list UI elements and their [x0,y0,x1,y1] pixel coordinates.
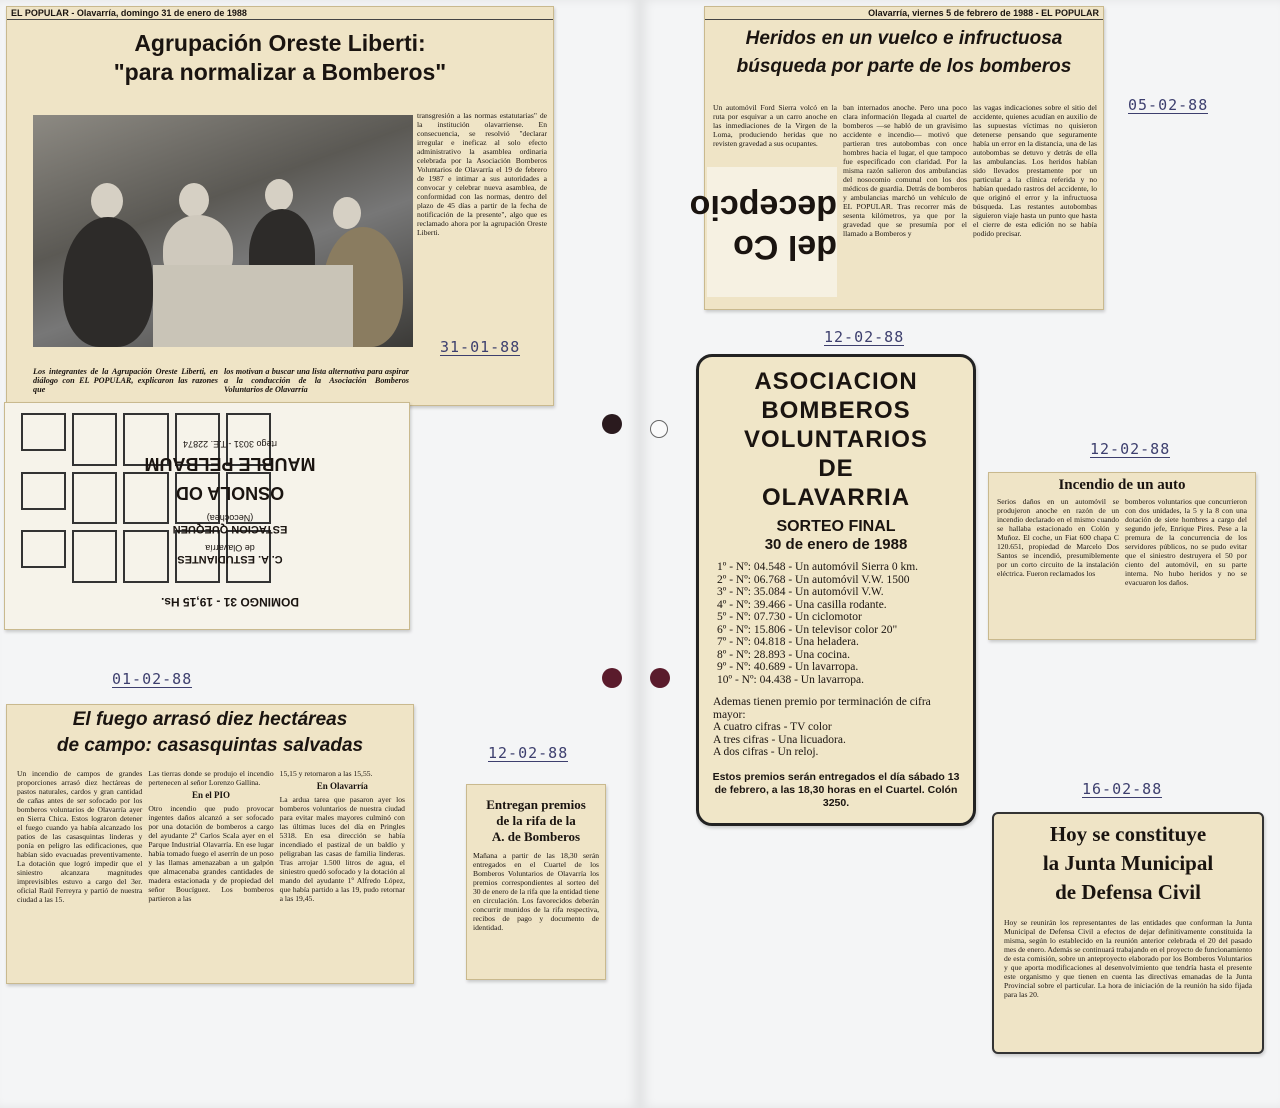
article-col-1: Un incendio de campos de grandes proporciones arrasó diez hectáreas de pastos naturales, cardos y gran cantidad de cañas antes de ser sofocado por los bomberos voluntarios de Olavarría ayer en Sierra Chica. Estos lograron detener el fuego cuando ya había alcanzado los patios de las casasquintas linderas y ponía en peligro las edificaciones, que habían sido evacuadas preventivamente. La dotación que logró impedir que el siniestro alcanzara magnitudes imprevisibles estuvo a cargo del 3er. oficial Raúl Ferreyra y partió de nuestra ciudad a las 15. [17,769,143,904]
clipping-header [7,7,553,20]
header-text: Olavarría, viernes 5 de febrero de 1988 - EL POPULAR [868,8,1099,18]
prize-2: 2º - Nº: 06.768 - Un automóvil V.W. 1500 [717,573,910,586]
date-note-12-02-88-a: 12-02-88 [488,744,569,762]
article-body [473,851,599,975]
date-note-16-02-88: 16-02-88 [1082,780,1163,798]
title-line-3: VOLUNTARIOS [744,426,928,453]
article-body-text: Mañana a partir de las 18,30 serán entregados en el Cuartel de los Bomberos Voluntarios de Olavarría los premios correspondientes al sorteo del 30 de enero de la rifa que la entidad tiene en circulación. Los favorecidos deberán concurrir munidos de la rifa respectiva, recibos de pago y documento de identidad. [473,851,599,932]
article-col-3: las vagas indicaciones sobre el sitio del accidente, quienes acudían en auxilio de las supuestas víctimas no quisieron detenerse pensando que seguramente había un error en la distancia, una de las autobombas se detuvo y detrás de ella las ambulancias. Los heridos habían sido llevados prestamente por un particular a la clínica referida y no habían quedado rastros del accidente, lo que originó el error y la infructuosa búsqueda. Las restantes autobombas siguieron viaje hasta un punto que hasta el cierre de esta edición no se había podido precisar. [973,103,1097,238]
asociacion-title [699,367,973,512]
upside-down-ad: del Co decepcio [707,167,837,297]
headline-line-1: El fuego arrasó diez hectáreas [72,709,348,730]
date-note-12-02-88-b: 12-02-88 [824,328,905,346]
headline-line-2: de la rifa de la [496,813,576,828]
prize-5: 5º - Nº: 07.730 - Un ciclomotor [717,611,862,623]
article-col-3 [280,769,405,977]
ad-line-2: C. A. ESTUDIANTES [177,553,283,565]
clipping-fuego-arraso [6,704,414,984]
article-col-1: Serios daños en un automóvil se produjeron anoche en razón de un incendio declarado en el mismo cuando se hallaba estacionado en Colón y Muñoz. El coche, un Fiat 600 chapa C 120.651, propiedad de Marcelo Dos Santos se incendió, presumiblemente por un corto circuito de la instalación eléctrica. Fueron reclamados los [997,497,1119,578]
header-text: EL POPULAR - Olavarría, domingo 31 de enero de 1988 [11,8,247,18]
binder-hole [650,420,668,438]
headline-line-2: de campo: casasquintas salvadas [56,735,364,756]
extra-prize-2: A tres cifras - Una licuadora. [713,733,846,746]
col-2-body: Otro incendio que pudo provocar ingentes daños alcanzó a ser sofocado por una dotación de bomberos a cargo del ayudante 2º Carlos Scala ayer en el Parque Industrial Olavarría. En ese lugar había tomado fuego el aserrín de un poso y las llamas amenazaban a un galpón que almacenaba grandes cantidades de madera estacionada y de propiedad del señor Boucíguez. Los bomberos partieron a las [148,804,274,903]
clipping-sorteo-final [696,354,976,826]
headline: Incendio de un auto [1058,477,1186,493]
ad-line-8: rtego 3031 - T.E. 22874 [183,439,277,449]
extra-prize-1: A cuatro cifras - TV color [713,721,832,733]
clipping-junta-defensa-civil [992,812,1264,1054]
sorteo-date: 30 de enero de 1988 [764,536,908,553]
article-columns [17,769,405,977]
article-columns [713,103,1097,303]
article-col-2 [148,769,273,977]
ad-line-5: (Necochea) [206,513,254,523]
headline-line-3: de Defensa Civil [1055,880,1201,904]
group-photo [33,115,413,347]
clipping-entregan-premios [466,784,606,980]
headline-line-2: búsqueda por parte de los bomberos [736,56,1072,77]
delivery-notice: Estos premios serán entregados el día sábado 13 de febrero, a las 18,30 horas en el Cuartel. Colón 3250. [712,770,960,809]
clipping-incendio-auto [988,472,1256,640]
sorteo-subtitle: SORTEO FINAL [776,518,896,535]
prize-3: 3º - Nº: 35.084 - Un automóvil V.W. [717,586,884,598]
prize-4: 4º - Nº: 39.466 - Una casilla rodante. [717,598,887,611]
article-col-1: Un automóvil Ford Sierra volcó en la ruta por esquivar a un carro anoche en las inmediaciones de la Virgen de la Loma, produciendo heridas que no revisten gravedad a sus ocupantes. [713,103,837,148]
binder-hole [602,668,622,688]
prize-6: 6º - Nº: 15.806 - Un televisor color 20" [717,623,898,636]
headline-line-1: Hoy se constituye [1049,822,1207,846]
article-body-text: Hoy se reunirán los representantes de las entidades que conforman la Junta Municipal de Defensa Civil a efectos de dejar definitivamente constituida la misma, según lo establecido en la reunión anterior celebrada el 20 del pasado mes de enero. Además se continuará trabajando en el proyecto de funcionamiento de esta comisión, sobre un anteproyecto elaborado por los Bomberos Voluntarios y que aporta modificaciones al desenvolvimiento que tendría hasta el presente este organismo y que tienen en cuenta las directivas emanadas de la Junta Provincial sobre el particular. La hora de iniciación de la reunión ha sido fijada para las 20. [1004,918,1252,999]
extra-intro: Ademas tienen premio por terminación de cifra mayor: [713,696,931,721]
article-body-text: transgresión a las normas estatutarias" de la institución olavarriense. En consecuencia, se resolvió "declarar irregular e ineficaz al solo efecto administrativo la asamblea ordinaria celebrada por la Asociación Bomberos Voluntarios de Olavarría el 19 de febrero de 1987 e intimar a sus autoridades a convocar y celebrar nueva asamblea, de conformidad con las normas, dentro del plazo de 45 días a partir de la fecha de notificación de la presente", algo que es reclamado ahora por la agrupación Oreste Liberti. [417,111,547,237]
photo-caption [33,367,409,403]
col-3-intro: 15,15 y retornaron a las 15,55. [279,769,373,778]
subheading-olavarria: En Olavarría [316,781,368,791]
prize-1: 1º - Nº: 04.548 - Un automóvil Sierra 0 km. [717,561,919,573]
date-note-05-02-88: 05-02-88 [1128,96,1209,114]
ad-line-3: de Olavarría [205,543,255,553]
title-line-5: OLAVARRIA [761,484,911,511]
extra-prizes [713,696,959,759]
prize-8: 8º - Nº: 28.893 - Una cocina. [717,648,850,661]
headline-line-1: Entregan premios [486,797,586,812]
ads-text-block [65,423,395,613]
caption-left: Los integrantes de la Agrupación Oreste Liberti, en diálogo con EL POPULAR, explicaron las razones que [33,367,218,394]
extra-prize-3: A dos cifras - Un reloj. [713,746,819,758]
article-body [1004,918,1252,1046]
article-columns [997,497,1247,635]
headline-line-2: la Junta Municipal [1042,851,1214,875]
prize-list [717,561,973,686]
date-note-31-01-88: 31-01-88 [440,338,521,356]
headline-line-3: A. de Bomberos [491,829,581,844]
ad-line-4: ESTACION QUEQUEN [172,523,288,535]
binder-hole [650,668,670,688]
binder-hole [602,414,622,434]
subheading-pio: En el PIO [191,790,230,800]
article-col-2: bomberos voluntarios que concurrieron con dos unidades, la 5 y la 8 con una dotación de siete hombres a cargo del segundo jefe, Enrique Pires. Pese a la premura de la concurrencia de los servidores públicos, no se pudo evitar que el siniestro destruyera el 50 por ciento del automóvil, en su parte interna. No hubo heridos y no se evacuaron los daños. [1125,497,1247,587]
article-right-column [417,111,547,307]
date-note-01-02-88: 01-02-88 [112,670,193,688]
article-col-2: ban internados anoche. Pero una poco clara información llegada al cuartel de bomberos —se habló de un gravísimo accidente e incendio— motivó que partieran tres autobombas con once hombres hacia el lugar, el que tampoco fue especificado con claridad. Por la misma razón salieron dos ambulancias del nosocomio comunal con los dos médicos de guardia. Detrás de bomberos y ambulancias marchó un vehículo de EL POPULAR. Tras recorrer más de sesenta kilómetros, ya que por la gravedad que se presumía por el llamado a Bomberos y [843,103,967,238]
ad-line-1: DOMINGO 31 - 19,15 Hs. [160,595,300,609]
prize-10: 10º - Nº: 04.438 - Un lavarropa. [717,673,865,686]
title-line-1: ASOCIACION [754,368,918,395]
ad-line-6: OSNOLA OD [175,483,285,503]
clipping-header [705,7,1103,20]
caption-right: los motivan a buscar una lista alternativa para aspirar a la conducción de la Asociación Bomberos Voluntarios de Olavarría [224,367,409,394]
headline-line-1: Heridos en un vuelco e infructuosa [745,28,1063,49]
prize-9: 9º - Nº: 40.689 - Un lavarropa. [717,661,859,673]
clipping-heridos-vuelco [689,6,1104,310]
date-note-12-02-88-c: 12-02-88 [1090,440,1171,458]
col-2-intro: Las tierras donde se produjo el incendio pertenecen al señor Lorenzo Gallina. [148,769,274,787]
right-album-page [640,0,1280,1108]
col-3-body: La ardua tarea que pasaron ayer los bomberos voluntarios de nuestra ciudad para evitar males mayores culminó con las últimas luces del día en Pringles 5318. En esa dirección se había incendiado el pastizal de un baldío y peligraban las casas de familia linderas. Tras arrojar 1.500 litros de agua, el siniestro quedó sofocado y la dotación al mando del ayudante 1º Alfredo López, que había partido a las 19, pudo retornar a las 19,45. [279,795,405,903]
title-line-2: BOMBEROS [761,397,911,424]
headline-line-2: "para normalizar a Bomberos" [113,59,447,85]
prize-7: 7º - Nº: 04.818 - Una heladera. [717,636,859,648]
clipping-sports-ads [4,402,410,630]
title-line-4: DE [818,455,854,482]
headline-line-1: Agrupación Oreste Liberti: [134,30,426,56]
ad-line-7: MAUBLE PELBAUM [144,454,316,474]
